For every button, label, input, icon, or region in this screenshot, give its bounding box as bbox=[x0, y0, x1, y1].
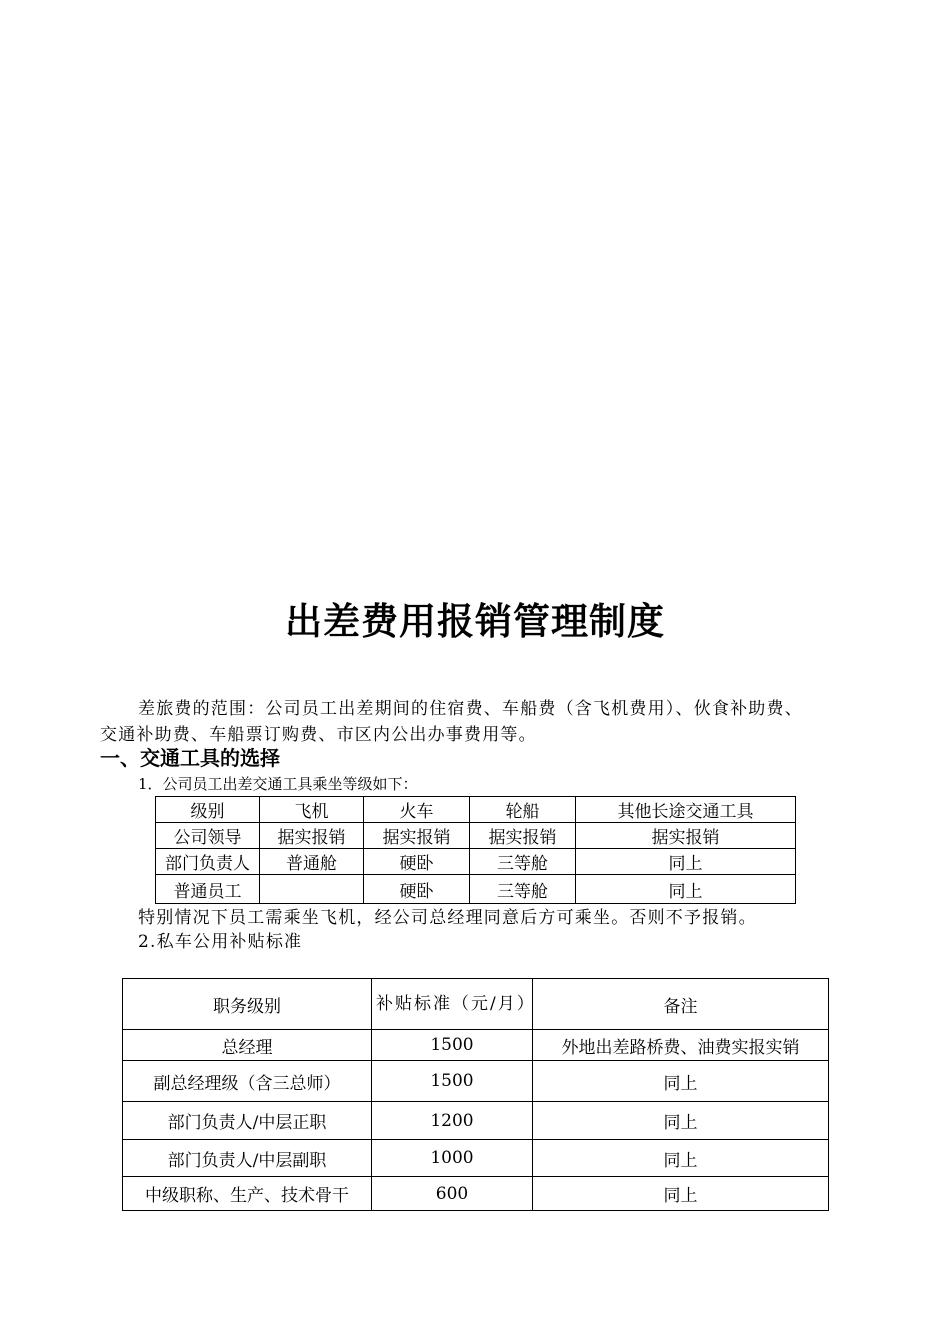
table-cell: 同上 bbox=[533, 1140, 829, 1177]
table-cell: 据实报销 bbox=[364, 823, 470, 849]
table-row bbox=[156, 823, 796, 849]
table-cell: 普通员工 bbox=[156, 875, 260, 904]
table-header-row bbox=[156, 797, 796, 823]
table-header-cell: 飞机 bbox=[260, 797, 364, 823]
table-row bbox=[156, 849, 796, 875]
table-header-cell: 职务级别 bbox=[123, 979, 372, 1030]
table-cell: 1200 bbox=[372, 1102, 533, 1140]
special-note: 特别情况下员工需乘坐飞机，经公司总经理同意后方可乘坐。否则不予报销。 bbox=[138, 908, 757, 928]
table-header-cell: 级别 bbox=[156, 797, 260, 823]
transport-class-table bbox=[155, 796, 796, 904]
table-cell: 硬卧 bbox=[364, 875, 470, 904]
table-cell: 据实报销 bbox=[260, 823, 364, 849]
table-cell: 总经理 bbox=[123, 1030, 372, 1061]
item-2-text: 2.私车公用补贴标准 bbox=[138, 932, 303, 952]
table-header-cell: 轮船 bbox=[470, 797, 576, 823]
table-cell: 公司领导 bbox=[156, 823, 260, 849]
intro-line-1: 差旅费的范围：公司员工出差期间的住宿费、车船费（含飞机费用）、伙食补助费、 bbox=[138, 699, 803, 719]
table-cell: 外地出差路桥费、油费实报实销 bbox=[533, 1030, 829, 1061]
table-cell: 硬卧 bbox=[364, 849, 470, 875]
table-cell: 同上 bbox=[576, 849, 796, 875]
table-cell: 1500 bbox=[372, 1030, 533, 1061]
table-header-cell: 火车 bbox=[364, 797, 470, 823]
table-cell: 三等舱 bbox=[470, 875, 576, 904]
table-cell: 部门负责人/中层副职 bbox=[123, 1140, 372, 1177]
section-heading-transport: 一、交通工具的选择 bbox=[100, 746, 280, 770]
item-1-text: 1．公司员工出差交通工具乘坐等级如下： bbox=[138, 775, 418, 793]
table-cell: 部门负责人 bbox=[156, 849, 260, 875]
table-cell: 同上 bbox=[576, 875, 796, 904]
car-allowance-table bbox=[122, 978, 829, 1211]
table-cell: 据实报销 bbox=[470, 823, 576, 849]
table-cell: 副总经理级（含三总师） bbox=[123, 1061, 372, 1102]
table-cell: 三等舱 bbox=[470, 849, 576, 875]
intro-paragraph bbox=[100, 696, 850, 748]
table-cell: 同上 bbox=[533, 1177, 829, 1211]
table-cell: 同上 bbox=[533, 1102, 829, 1140]
table-header-cell: 补贴标准（元/月） bbox=[372, 979, 533, 1030]
document-title: 出差费用报销管理制度 bbox=[285, 600, 665, 643]
table-row bbox=[123, 1177, 829, 1211]
table-row bbox=[156, 875, 796, 904]
intro-line-2: 交通补助费、车船票订购费、市区内公出办事费用等。 bbox=[100, 725, 537, 745]
table-cell: 1500 bbox=[372, 1061, 533, 1102]
table-cell: 部门负责人/中层正职 bbox=[123, 1102, 372, 1140]
table-cell: 普通舱 bbox=[260, 849, 364, 875]
table-header-cell: 备注 bbox=[533, 979, 829, 1030]
table-row bbox=[123, 1102, 829, 1140]
table-header-cell: 其他长途交通工具 bbox=[576, 797, 796, 823]
table-cell: 据实报销 bbox=[576, 823, 796, 849]
table-header-row bbox=[123, 979, 829, 1030]
table-row bbox=[123, 1061, 829, 1102]
table-cell: 同上 bbox=[533, 1061, 829, 1102]
table-cell bbox=[260, 875, 364, 904]
table-cell: 中级职称、生产、技术骨干 bbox=[123, 1177, 372, 1211]
table-row bbox=[123, 1030, 829, 1061]
table-cell: 600 bbox=[372, 1177, 533, 1211]
table-row bbox=[123, 1140, 829, 1177]
table-cell: 1000 bbox=[372, 1140, 533, 1177]
